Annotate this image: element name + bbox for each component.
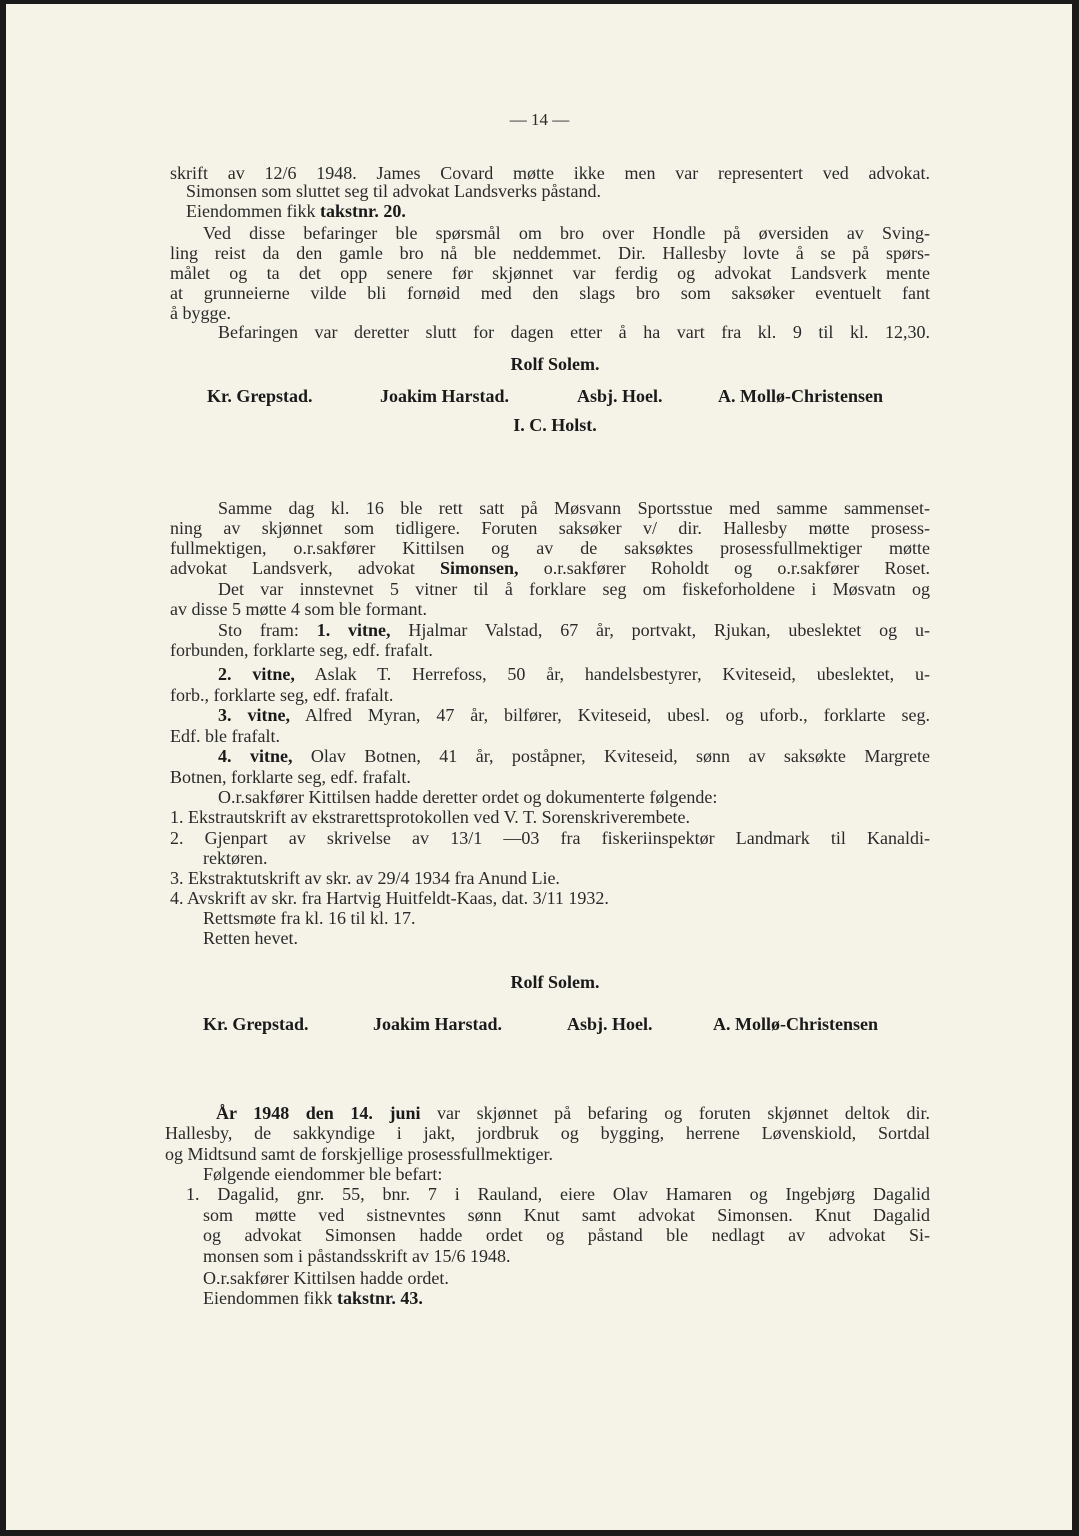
block2-text-line <box>170 868 560 888</box>
text-run: var skjønnet på befaring og foruten skjønnet deltok dir. <box>420 1103 930 1123</box>
block1-text-line <box>170 263 930 283</box>
signature-chair-2: Rolf Solem. <box>510 972 600 992</box>
block1-text-line <box>170 163 930 183</box>
block3-text-line <box>203 1164 442 1184</box>
text-run: Eiendommen fikk <box>203 1288 337 1308</box>
block1-text-line <box>186 181 601 201</box>
block2-text-line <box>170 828 930 848</box>
signature-chair-1: Rolf Solem. <box>510 354 600 374</box>
text-run: Olav Botnen, 41 år, poståpner, Kviteseid, sønn av saksøkte Margrete <box>292 746 930 766</box>
text-run: 3. Ekstraktutskrift av skr. av 29/4 1934 fra Anund Lie. <box>170 868 560 888</box>
bold-text: 2. vitne, <box>218 664 295 684</box>
text-run: Samme dag kl. 16 ble rett satt på Møsvann Sportsstue med samme sammenset- <box>218 498 930 518</box>
text-run: rektøren. <box>203 848 268 868</box>
block2-text-line <box>218 620 930 640</box>
block1-text-line <box>170 303 231 323</box>
block2-text-line <box>203 848 267 868</box>
text-run: monsen som i påstandsskrift av 15/6 1948. <box>203 1246 511 1266</box>
block2-text-line <box>218 705 930 725</box>
block3-text-line <box>203 1288 423 1308</box>
text-run: Simonsen som sluttet seg til advokat Landsverks påstand. <box>186 181 601 201</box>
text-run: Ved disse befaringer ble spørsmål om bro over Hondle på øversiden av Sving- <box>203 223 930 243</box>
block3-text-line <box>203 1268 449 1288</box>
text-run: Befaringen var deretter slutt for dagen etter å ha vart fra kl. 9 til kl. 12,30. <box>218 322 930 342</box>
text-run: 1. Ekstrautskrift av ekstrarettsprotokollen ved V. T. Sorenskriverembete. <box>170 807 691 827</box>
text-run: fullmektigen, o.r.sakfører Kittilsen og av de saksøktes prosessfullmektiger møtte <box>170 538 930 558</box>
text-run: målet og ta det opp senere før skjønnet var ferdig og advokat Landsverk mente <box>170 263 930 283</box>
block2-text-line <box>170 685 393 705</box>
block2-text-line <box>170 558 930 578</box>
text-run: 1. Dagalid, gnr. 55, bnr. 7 i Rauland, eiere Olav Hamaren og Ingebjørg Dagalid <box>186 1184 930 1204</box>
bold-text: 4. vitne, <box>218 746 293 766</box>
text-run: Retten hevet. <box>203 928 298 948</box>
bold-text: År 1948 den 14. juni <box>216 1103 421 1123</box>
bold-text: 3. vitne, <box>218 705 290 725</box>
text-run: Alfred Myran, 47 år, bilfører, Kviteseid, ubesl. og uforb., forklarte seg. <box>289 705 930 725</box>
page-number: — 14 — <box>509 110 570 129</box>
block2-text-line <box>170 518 930 538</box>
block2-text-line <box>203 928 298 948</box>
block1-text-line <box>218 322 930 342</box>
block3-text-line <box>186 1184 930 1204</box>
text-run: som møtte ved sistnevntes sønn Knut samt advokat Simonsen. Knut Dagalid <box>203 1205 930 1225</box>
signature-member: A. Mollø-Christensen <box>718 386 883 406</box>
block2-text-line <box>218 787 717 807</box>
bold-text: Simonsen, <box>440 558 519 578</box>
text-run: advokat Landsverk, advokat <box>170 558 441 578</box>
text-run: Følgende eiendommer ble befart: <box>203 1164 443 1184</box>
text-run: Det var innstevnet 5 vitner til å forklare seg om fiskeforholdene i Møsvatn og <box>218 579 930 599</box>
block3-text-line <box>165 1144 553 1164</box>
text-run: og advokat Simonsen hadde ordet og påstand ble nedlagt av advokat Si- <box>203 1225 930 1245</box>
block3-text-line <box>165 1123 930 1143</box>
block1-text-line <box>186 201 406 221</box>
text-run: Aslak T. Herrefoss, 50 år, handelsbestyrer, Kviteseid, ubeslektet, u- <box>294 664 930 684</box>
block2-text-line <box>218 579 930 599</box>
block3-text-line <box>203 1225 930 1245</box>
text-run: Botnen, forklarte seg, edf. frafalt. <box>170 767 411 787</box>
block2-text-line <box>170 599 427 619</box>
signature-member: Joakim Harstad. <box>380 386 510 406</box>
block1-text-line <box>170 283 930 303</box>
text-run: Hallesby, de sakkyndige i jakt, jordbruk og bygging, herrene Løvenskiold, Sortdal <box>165 1123 930 1143</box>
text-run: forb., forklarte seg, edf. frafalt. <box>170 685 394 705</box>
text-run: Edf. ble frafalt. <box>170 726 280 746</box>
text-run: 2. Gjenpart av skrivelse av 13/1 —03 fra fiskeriinspektør Landmark til Kanaldi- <box>170 828 930 848</box>
text-run: at grunneierne vilde bli fornøid med den slags bro som saksøker eventuelt fant <box>170 283 930 303</box>
block3-text-line <box>216 1103 930 1123</box>
block2-text-line <box>203 908 415 928</box>
signature-member: A. Mollø-Christensen <box>713 1014 878 1034</box>
text-run: forbunden, forklarte seg, edf. frafalt. <box>170 640 433 660</box>
block2-text-line <box>218 664 930 684</box>
text-run: Sto fram: <box>218 620 317 640</box>
block1-text-line <box>170 243 930 263</box>
signature-member: Asbj. Hoel. <box>577 386 663 406</box>
text-run: Eiendommen fikk <box>186 201 320 221</box>
text-run: å bygge. <box>170 303 231 323</box>
text-run: og Midtsund samt de forskjellige prosessfullmektiger. <box>165 1144 553 1164</box>
text-run: 4. Avskrift av skr. fra Hartvig Huitfeldt-Kaas, dat. 3/11 1932. <box>170 888 609 908</box>
text-run: ling reist da den gamle bro nå ble neddemmet. Dir. Hallesby lovte å se på spørs- <box>170 243 930 263</box>
text-run: o.r.sakfører Roholdt og o.r.sakfører Roset. <box>518 558 930 578</box>
text-run: skrift av 12/6 1948. James Covard møtte ikke men var representert ved advokat. <box>170 163 930 183</box>
block1-text-line <box>203 223 930 243</box>
text-run: av disse 5 møtte 4 som ble formant. <box>170 599 427 619</box>
signature-member: Asbj. Hoel. <box>567 1014 653 1034</box>
bold-text: 1. vitne, <box>316 620 391 640</box>
text-run: O.r.sakfører Kittilsen hadde ordet. <box>203 1268 449 1288</box>
signature-member: Joakim Harstad. <box>373 1014 503 1034</box>
bold-text: takstnr. 43. <box>336 1288 423 1308</box>
block2-text-line <box>218 498 930 518</box>
signature-member: Kr. Grepstad. <box>203 1014 309 1034</box>
bold-text: takstnr. 20. <box>319 201 406 221</box>
block2-text-line <box>170 726 280 746</box>
block2-text-line <box>170 538 930 558</box>
block2-text-line <box>218 746 930 766</box>
text-run: ning av skjønnet som tidligere. Foruten saksøker v/ dir. Hallesby møtte prosess- <box>170 518 930 538</box>
text-run: Hjalmar Valstad, 67 år, portvakt, Rjukan, ubeslektet og u- <box>390 620 930 640</box>
block3-text-line <box>203 1205 930 1225</box>
block3-text-line <box>203 1246 510 1266</box>
block2-text-line <box>170 640 433 660</box>
block2-text-line <box>170 888 609 908</box>
block2-text-line <box>170 767 411 787</box>
signature-member: Kr. Grepstad. <box>207 386 313 406</box>
text-run: O.r.sakfører Kittilsen hadde deretter ordet og dokumenterte følgende: <box>218 787 718 807</box>
signature-extra: I. C. Holst. <box>513 415 597 435</box>
block2-text-line <box>170 807 690 827</box>
text-run: Rettsmøte fra kl. 16 til kl. 17. <box>203 908 416 928</box>
